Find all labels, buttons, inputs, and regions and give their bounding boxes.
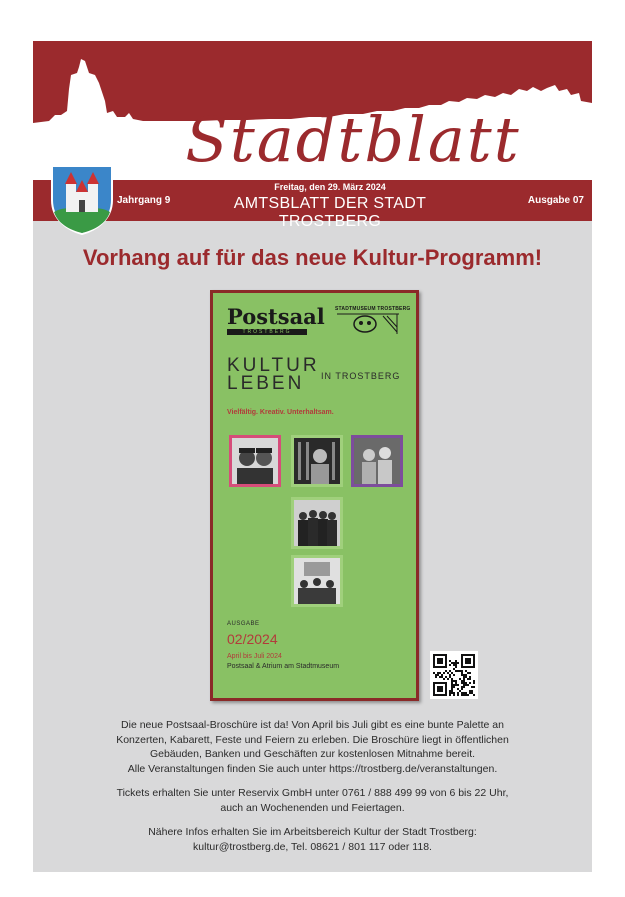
text-line: Die neue Postsaal-Broschüre ist da! Von April bis Juli gibt es eine bunte Palette an (121, 719, 504, 731)
events-url-line[interactable]: Alle Veranstaltungen finden Sie auch unter https://trostberg.de/veranstaltungen. (127, 762, 498, 775)
performer-photo-band (291, 497, 343, 549)
kultur-word: KULTUR (227, 355, 320, 376)
masthead (33, 41, 592, 230)
article-paragraph-tickets (53, 786, 572, 815)
brochure-edition-label: AUSGABE (227, 621, 260, 627)
text-line: Nähere Infos erhalten Sie im Arbeitsbereich Kultur der Stadt Trostberg: (148, 826, 477, 838)
text-line: Gebäuden, Banken und Geschäften zur kostenlosen Mitnahme bereit. (149, 748, 476, 760)
issue-date: Freitag, den 29. März 2024 (274, 182, 386, 192)
masthead-title: Stadtblatt (185, 103, 521, 176)
performer-photo-group (291, 555, 343, 607)
brochure-period: April bis Juli 2024 (227, 653, 282, 660)
brochure-tagline: Vielfältig. Kreativ. Unterhaltsam. (227, 409, 334, 416)
masthead-subtitle: AMTSBLATT DER STADT TROSTBERG (233, 195, 427, 230)
article-paragraph-contact (53, 825, 572, 854)
museum-emblem-icon (335, 312, 401, 336)
in-trostberg-label: IN TROSTBERG (321, 371, 401, 381)
performer-photo-stage (351, 435, 403, 487)
article-paragraph-intro (53, 718, 572, 776)
performer-photo-duo (229, 435, 281, 487)
kultur-leben-title (227, 357, 320, 393)
contact-email-line[interactable]: kultur@trostberg.de, Tel. 08621 / 801 117 oder 118. (193, 840, 432, 853)
performer-photo-window (291, 435, 343, 487)
postsaal-logo-text: Postsaal (227, 304, 325, 329)
volume-label: Jahrgang 9 (117, 195, 171, 206)
brochure-venue: Postsaal & Atrium am Stadtmuseum (227, 663, 340, 670)
town-coat-of-arms-icon (48, 162, 116, 236)
text-line: Tickets erhalten Sie unter Reservix GmbH unter 0761 / 888 499 99 von 6 bis 22 Uhr, (116, 787, 509, 799)
masthead-info-bar (33, 180, 592, 230)
text-line: auch an Wochenenden und Feiertagen. (220, 801, 405, 814)
newspaper-page (33, 41, 592, 872)
postsaal-logo (227, 306, 325, 335)
text-line: Konzerten, Kabarett, Feste und Feiern zu erleben. Die Broschüre liegt in öffentlichen (116, 733, 509, 746)
qr-code-icon[interactable] (430, 651, 478, 699)
postsaal-logo-subtext: TROSTBERG (227, 329, 307, 335)
stadtmuseum-logo (335, 306, 411, 341)
issue-number: Ausgabe 07 (527, 195, 584, 206)
leben-word: LEBEN (227, 373, 305, 394)
stadtmuseum-logo-text: STADTMUSEUM TROSTBERG (335, 306, 411, 312)
brochure-edition: 02/2024 (227, 631, 278, 647)
article-headline: Vorhang auf für das neue Kultur-Programm! (82, 245, 543, 270)
kultur-brochure-cover (210, 290, 419, 701)
